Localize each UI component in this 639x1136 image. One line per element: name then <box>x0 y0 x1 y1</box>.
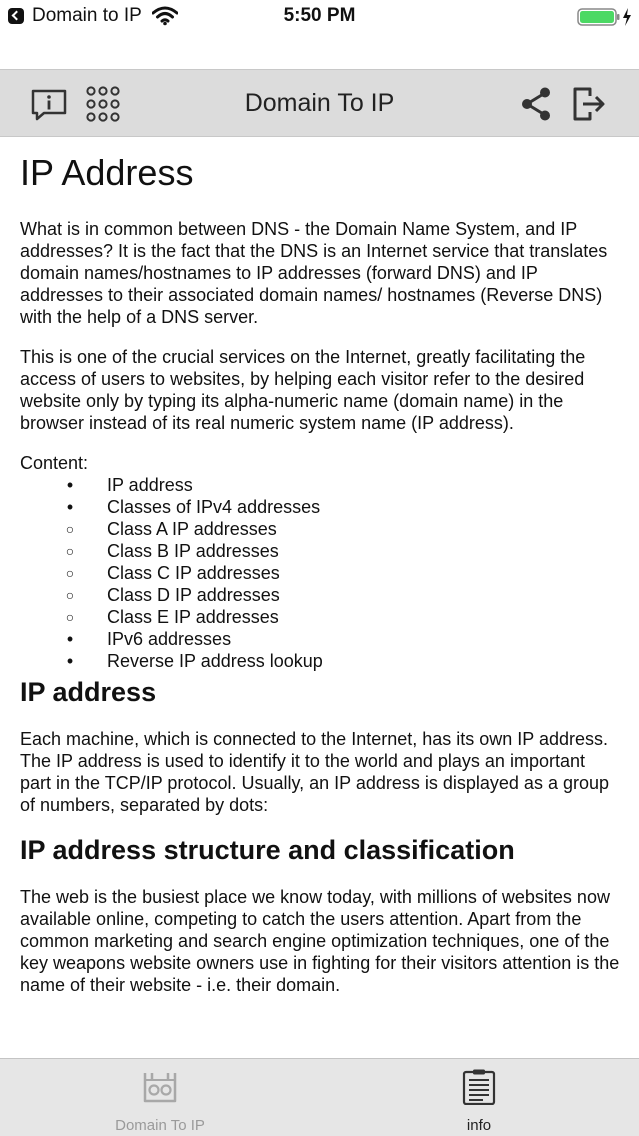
toc-item-label: Reverse IP address lookup <box>107 651 323 671</box>
domain-tab-icon <box>142 1069 178 1105</box>
exit-icon[interactable] <box>572 86 606 122</box>
circle-marker: ○ <box>65 521 75 537</box>
tab-label: Domain To IP <box>115 1117 205 1134</box>
table-of-contents <box>20 474 620 672</box>
toc-item-label: Class B IP addresses <box>107 541 279 561</box>
tab-label: info <box>466 1117 492 1134</box>
battery-charging-icon <box>577 6 633 28</box>
tab-bar <box>0 1058 639 1136</box>
section-structure-text: The web is the busiest place we know today, with millions of websites now available online, competing to catch the users attention. Apart from the common marketing and search engine optimization techniques, one of the key weapons website owners use in fighting for their visitors attention is the name of their website - i.e. their domain. <box>20 887 620 995</box>
bullet-marker: • <box>66 497 74 517</box>
toc-item[interactable] <box>20 628 620 650</box>
toc-item[interactable] <box>20 474 620 496</box>
article-title: IP Address <box>20 152 194 193</box>
circle-marker: ○ <box>65 565 75 581</box>
toc-item-label: IPv6 addresses <box>107 629 232 649</box>
toc-subitem[interactable] <box>20 606 620 628</box>
toc-subitem[interactable] <box>20 584 620 606</box>
bullet-marker: • <box>66 651 74 671</box>
section-ip-address-text: Each machine, which is connected to the Internet, has its own IP address. The IP address is used to identify it to the world and plays an important part in the TCP/IP protocol. Usually, an IP address is displayed as a group of numbers, separated by dots: <box>20 729 609 815</box>
toc-item-label: Classes of IPv4 addresses <box>107 497 321 517</box>
toc-item-label: IP address <box>107 475 193 495</box>
toc-subitem[interactable] <box>20 562 620 584</box>
status-time: 5:50 PM <box>283 5 356 26</box>
tab-info[interactable] <box>319 1059 639 1136</box>
toc-item-label: Class D IP addresses <box>107 585 280 605</box>
toc-item-label: Class E IP addresses <box>107 607 279 627</box>
share-icon[interactable] <box>520 86 552 122</box>
intro-paragraph-1: What is in common between DNS - the Domain Name System, and IP addresses? It is the fact that the DNS is an Internet service that translates domain names/hostnames to IP addresses (forward DNS) and IP addresses to their associated domain names/ hostnames (Reverse DNS) with the help of a DNS server. <box>20 219 608 327</box>
status-bar <box>0 0 639 34</box>
section-heading-structure: IP address structure and classification <box>20 835 515 865</box>
bullet-marker: • <box>66 629 74 649</box>
toc-item[interactable] <box>20 496 620 518</box>
info-clipboard-icon <box>461 1069 497 1105</box>
section-heading-ip-address: IP address <box>20 677 157 707</box>
status-app-name[interactable]: Domain to IP <box>32 5 142 26</box>
toc-subitem[interactable] <box>20 518 620 540</box>
tab-domain-to-ip[interactable] <box>0 1059 320 1136</box>
contents-label: Content: <box>20 453 89 473</box>
circle-marker: ○ <box>65 587 75 603</box>
intro-paragraph-2: This is one of the crucial services on the Internet, greatly facilitating the access of users to websites, by helping each visitor refer to the desired website only by typing its alpha-numeric name (domain name) in the browser instead of its real numeric system name (IP address). <box>20 347 586 433</box>
toc-item-label: Class A IP addresses <box>107 519 277 539</box>
circle-marker: ○ <box>65 609 75 625</box>
nav-title: Domain To IP <box>244 89 395 117</box>
circle-marker: ○ <box>65 543 75 559</box>
toc-item-label: Class C IP addresses <box>107 563 280 583</box>
bullet-marker: • <box>66 475 74 495</box>
toc-subitem[interactable] <box>20 540 620 562</box>
article-content[interactable] <box>20 138 620 1058</box>
toc-item[interactable] <box>20 650 620 672</box>
nav-bar <box>0 69 639 137</box>
